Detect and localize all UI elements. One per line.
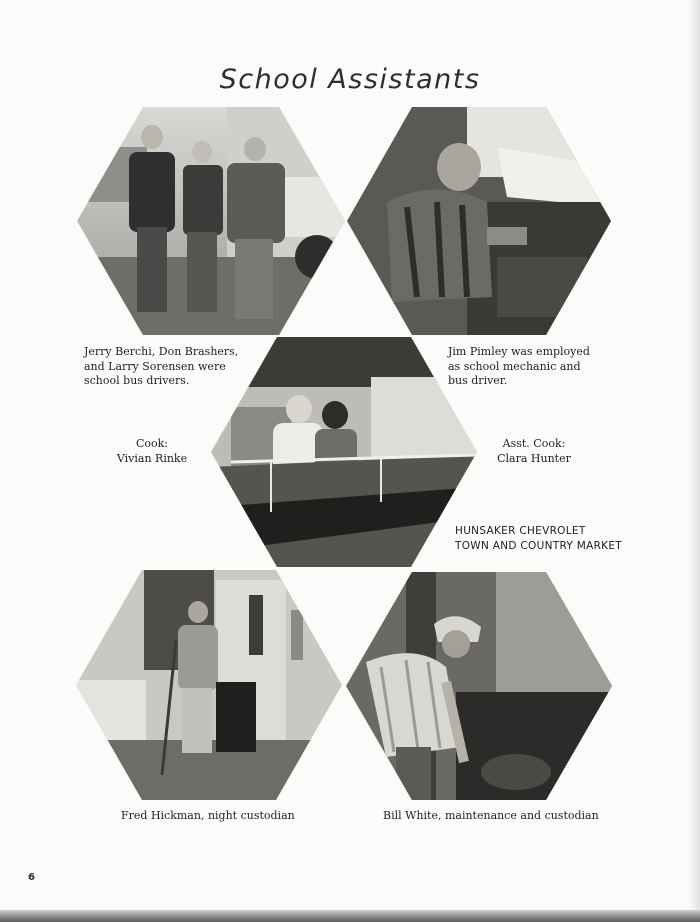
mechanic-photo bbox=[347, 107, 611, 335]
cook-caption bbox=[102, 437, 202, 466]
scan-bottom-edge bbox=[0, 910, 700, 922]
caption-line: and Larry Sorensen were bbox=[84, 359, 226, 373]
page-edge-shadow bbox=[688, 0, 700, 910]
sponsor-list bbox=[455, 524, 622, 553]
maintenance-photo bbox=[346, 572, 612, 800]
kitchen-photo bbox=[211, 337, 477, 567]
page-number: 6 bbox=[28, 872, 35, 883]
caption-line: Asst. Cook: bbox=[502, 437, 566, 450]
asst-cook-caption bbox=[484, 437, 584, 466]
caption-line: Cook: bbox=[135, 437, 169, 450]
caption-line: bus driver. bbox=[448, 374, 508, 387]
bus-drivers-photo bbox=[77, 107, 345, 335]
caption-line: school bus drivers. bbox=[84, 374, 190, 387]
sponsor-name: TOWN AND COUNTRY MARKET bbox=[455, 539, 623, 552]
caption-line: Jerry Berchi, Don Brashers, bbox=[84, 345, 239, 358]
sponsor-name: HUNSAKER CHEVROLET bbox=[455, 525, 586, 537]
maintenance-caption: Bill White, maintenance and custodian bbox=[383, 809, 599, 822]
caption-line: Jim Pimley was employed bbox=[448, 345, 590, 358]
night-custodian-photo bbox=[76, 570, 342, 800]
night-custodian-caption: Fred Hickman, night custodian bbox=[121, 809, 295, 822]
page-title: School Assistants bbox=[219, 64, 481, 95]
caption-line: Vivian Rinke bbox=[116, 451, 188, 465]
caption-line: as school mechanic and bbox=[448, 359, 581, 373]
caption-line: Clara Hunter bbox=[497, 451, 571, 465]
